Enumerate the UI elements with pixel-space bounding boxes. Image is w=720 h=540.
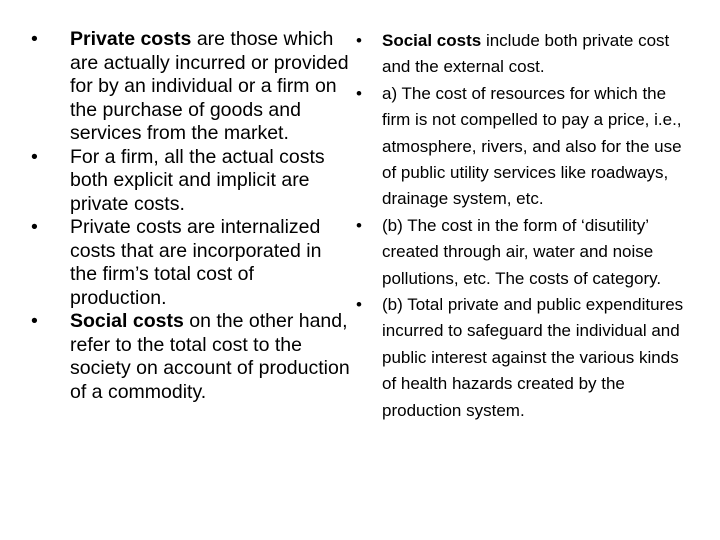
list-item xyxy=(356,292,696,424)
bullet-body: a) The cost of resources for which the firm is not compelled to pay a price, i.e., atmosphere, rivers, and also for the use of public utility services like roadways, drainage system, etc. xyxy=(382,83,682,209)
bullet-icon: • xyxy=(356,295,362,315)
list-item xyxy=(356,213,696,292)
bullet-text xyxy=(70,28,350,146)
bullet-body: (b) Total private and public expenditures incurred to safeguard the individual and public interest against the various kinds of health hazards created by the production system. xyxy=(382,295,684,420)
list-item xyxy=(30,28,350,146)
bullet-text xyxy=(70,146,350,217)
bullet-icon: • xyxy=(31,145,38,168)
list-item xyxy=(30,146,350,217)
bullet-text xyxy=(70,216,350,310)
bullet-body: For a firm, all the actual costs both explicit and implicit are private costs. xyxy=(70,145,325,215)
bold-term: Social costs xyxy=(382,31,482,50)
list-item xyxy=(30,216,350,310)
bullet-body: include both private cost and the external cost. xyxy=(382,31,670,77)
bullet-icon: • xyxy=(31,28,38,50)
bold-term: Social costs xyxy=(70,310,184,332)
bullet-text xyxy=(382,81,696,213)
left-column xyxy=(30,28,350,404)
list-item xyxy=(356,28,696,81)
bullet-body: on the other hand, refer to the total cost to the society on account of production of a commodity. xyxy=(70,310,350,403)
bullet-icon: • xyxy=(356,31,362,50)
list-item xyxy=(356,81,696,213)
bullet-text xyxy=(382,28,696,81)
bullet-text xyxy=(382,213,696,292)
bullet-body: Private costs are internalized costs that are incorporated in the firm’s total cost of production. xyxy=(70,216,322,309)
bullet-body: (b) The cost in the form of ‘disutility’ created through air, water and noise pollutions, etc. The costs of category. xyxy=(382,215,662,288)
bullet-text xyxy=(382,292,696,424)
bullet-icon: • xyxy=(31,310,38,332)
bullet-icon: • xyxy=(356,215,362,235)
bullet-text xyxy=(70,310,350,404)
right-bullet-list xyxy=(356,28,696,424)
bold-term: Private costs xyxy=(70,28,192,50)
bullet-icon: • xyxy=(31,216,38,238)
left-bullet-list xyxy=(30,28,350,404)
bullet-icon: • xyxy=(356,83,362,103)
right-column xyxy=(356,28,696,424)
bullet-body: are those which are actually incurred or provided for by an individual or a firm on the purchase of goods and services from the market. xyxy=(70,28,349,144)
list-item xyxy=(30,310,350,404)
